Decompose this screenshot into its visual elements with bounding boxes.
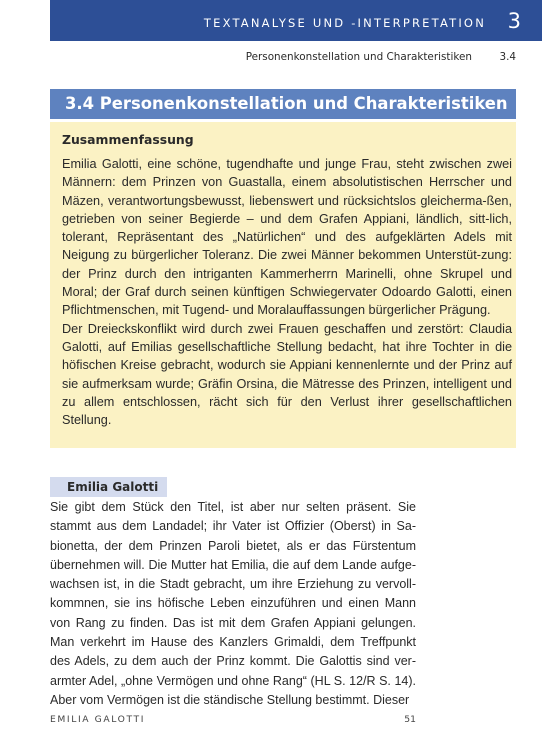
page-number: 51 <box>404 714 416 725</box>
character-label-text: Emilia Galotti <box>67 480 159 494</box>
page-footer <box>50 714 416 728</box>
running-header-section: TEXTANALYSE UND -INTERPRETATION <box>203 16 486 30</box>
body-paragraph: Sie gibt dem Stück den Titel, ist aber nur selten präsent. Sie stammt aus dem Landadel; ihr Vater ist Offizier (Oberst) in Sa-bionetta, der dem Prinzen Paroli bietet, als er das Fürstentum übernehmen will. Die Mutter hat Emilia, die auf dem Lande aufge-wachsen ist, in die Stadt gebracht, um ihre Erziehung zu vervoll-kommnen, sie ins höfische Leben einzuführen und einen Mann von Rang zu finden. Das ist mit dem Grafen Appiani gelungen. Man verkehrt im Hause des Kanzlers Grimaldi, dem Treffpunkt des Adels, zu dem auch der Prinz kommt. Die Galottis sind ver-armter Adel, „ohne Vermögen und ohne Rang“ (HL S. 12/R S. 14). Aber vom Vermögen ist die ständische Stellung bestimmt. Dieser <box>50 500 416 707</box>
subheader-number: 3.4 <box>499 51 516 63</box>
summary-title: Zusammenfassung <box>62 132 194 147</box>
summary-paragraph-1: Emilia Galotti, eine schöne, tugendhafte und junge Frau, steht zwischen zwei Männern: dem Prinzen von Guastalla, einem absolutistischen Herrscher und Mäzen, verantwortungsbewusst, liebenswert und rücksichtslos gleicherma-ßen, getrieben von seiner Begierde – und dem Grafen Appiani, ländlich, sitt-lich, tolerant, Repräsentant des „Natürlichen“ und des aufgeklärten Adels mit Neigung zu bürgerlicher Toleranz. Die zwei Männer bekommen Unterstüt-zung: der Prinz durch den intriganten Kammerherrn Marinelli, ohne Skrupel und Moral; der Graf durch seinen künftigen Schwiegervater Odoardo Galotti, einen Pflichtmenschen, mit Tugend- und Moralauffassungen bürgerlicher Prägung. <box>62 157 512 318</box>
chapter-number: 3 <box>507 9 521 33</box>
running-header-bar <box>50 0 542 41</box>
section-heading: 3.4 Personenkonstellation und Charakteristiken <box>65 94 508 113</box>
subheader-title: Personenkonstellation und Charakteristiken <box>245 51 472 63</box>
summary-text <box>62 155 512 429</box>
section-heading-bar <box>50 89 516 119</box>
character-label <box>50 477 167 497</box>
summary-paragraph-2: Der Dreieckskonflikt wird durch zwei Frauen geschaffen und zerstört: Claudia Galotti, auf Emilias gesellschaftliche Stellung bedacht, hat ihre Tochter in die höfischen Kreise gebracht, wodurch sie Appiani kennenlernte und der Prinz auf sie aufmerksam wurde; Gräfin Orsina, die Mätresse des Prinzen, intelligent und zu allem entschlossen, rächt sich für den Verlust ihrer gesellschaftlichen Stellung. <box>62 321 512 428</box>
summary-box <box>50 122 516 448</box>
footer-book-title: EMILIA GALOTTI <box>50 714 146 725</box>
running-subheader <box>50 51 516 67</box>
